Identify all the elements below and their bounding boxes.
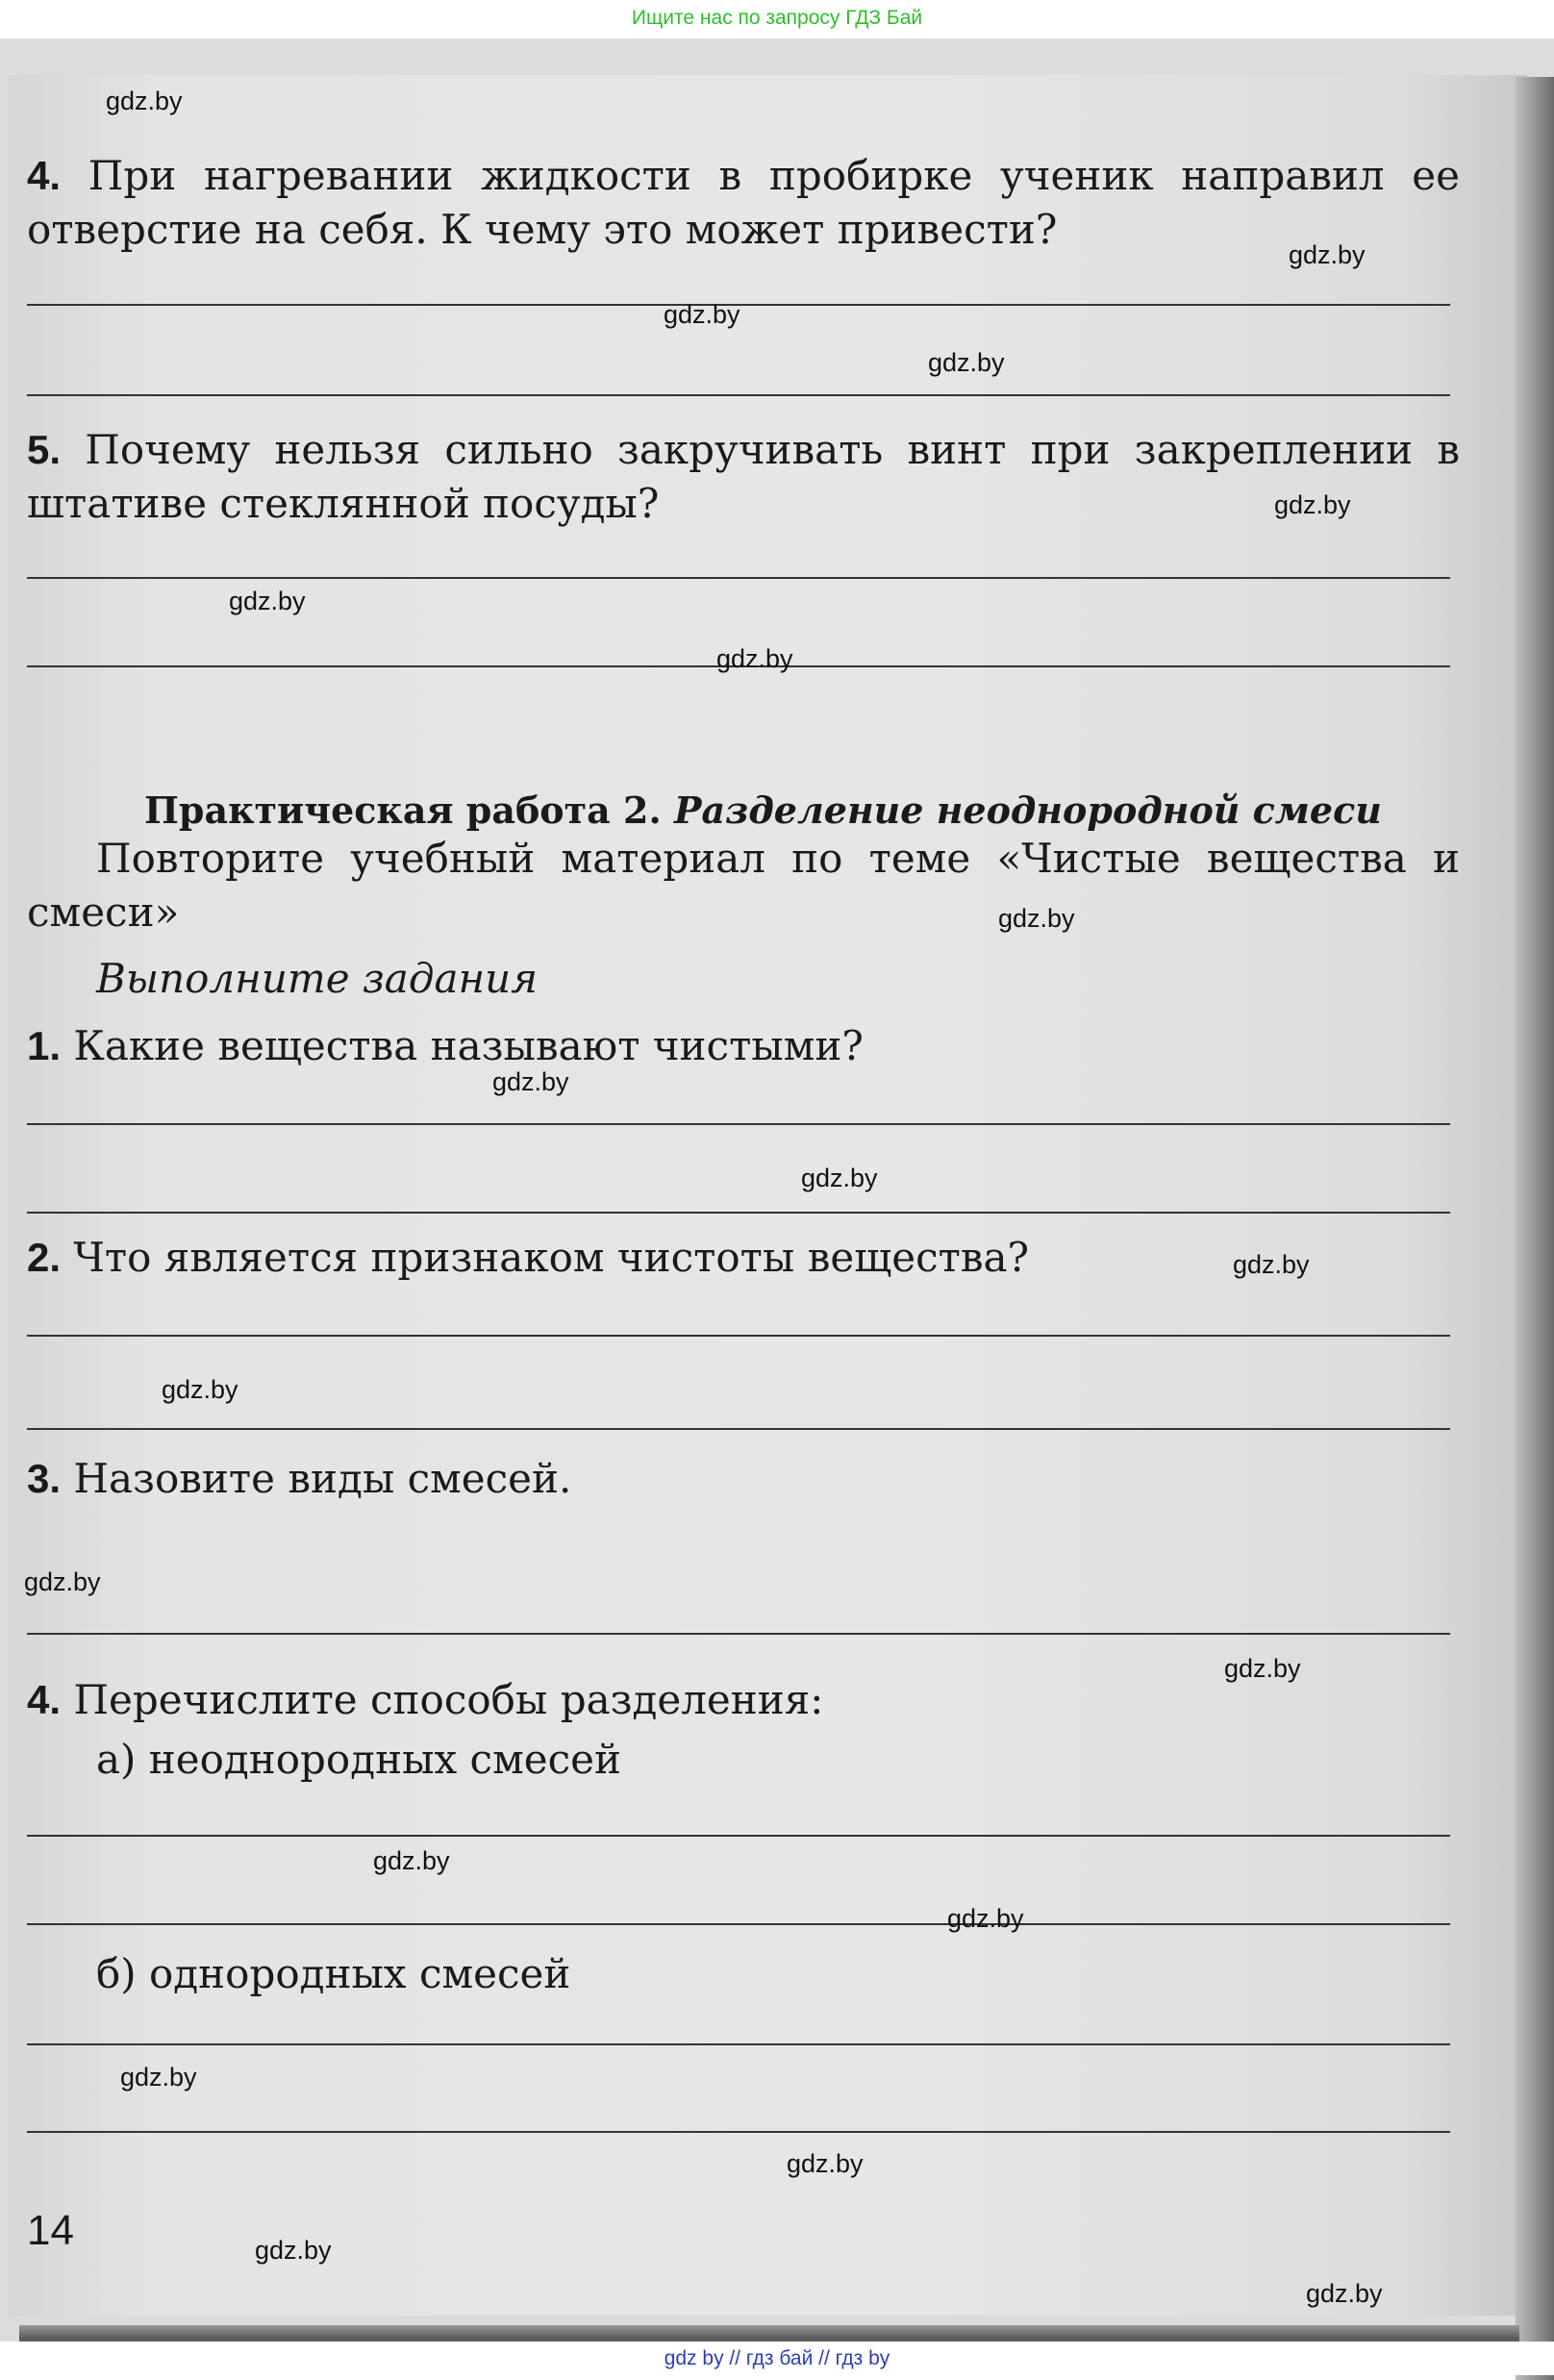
answer-line[interactable] bbox=[27, 1335, 1450, 1337]
watermark: gdz.by bbox=[106, 87, 183, 115]
answer-line[interactable] bbox=[27, 1212, 1450, 1214]
task-number: 1. bbox=[27, 1023, 62, 1068]
answer-line[interactable] bbox=[27, 1123, 1450, 1125]
heading-italic: Разделение неоднородной смеси bbox=[673, 789, 1382, 832]
task-text: Перечислите способы разделения: bbox=[73, 1676, 824, 1723]
watermark: gdz.by bbox=[928, 348, 1005, 377]
question-4 bbox=[27, 149, 1460, 257]
watermark: gdz.by bbox=[787, 2149, 864, 2178]
task-1 bbox=[27, 1019, 1460, 1073]
watermark: gdz.by bbox=[947, 1904, 1024, 1933]
answer-line[interactable] bbox=[27, 1633, 1450, 1635]
page-scan bbox=[0, 38, 1554, 2342]
watermark: gdz.by bbox=[492, 1067, 569, 1096]
question-text: При нагревании жидкости в пробирке ученик направил ее отверстие на себя. К чему это может привести? bbox=[27, 152, 1460, 253]
task-number: 4. bbox=[27, 1677, 62, 1722]
practical-work-heading bbox=[144, 789, 1394, 832]
page-number: 14 bbox=[27, 2207, 74, 2254]
question-text: Почему нельзя сильно закручивать винт при закреплении в штативе стеклянной посуды? bbox=[27, 426, 1460, 527]
watermark: gdz.by bbox=[1274, 490, 1351, 519]
watermark: gdz.by bbox=[373, 1846, 450, 1875]
answer-line[interactable] bbox=[27, 2131, 1450, 2133]
answer-line[interactable] bbox=[27, 394, 1450, 396]
heading-bold: Практическая работа 2. bbox=[144, 789, 662, 832]
paper-edge bbox=[1516, 77, 1554, 2380]
task-3 bbox=[27, 1452, 1460, 1506]
answer-line[interactable] bbox=[27, 1428, 1450, 1430]
answer-line[interactable] bbox=[27, 1923, 1450, 1925]
answer-line[interactable] bbox=[27, 577, 1450, 579]
top-banner[interactable]: Ищите нас по запросу ГДЗ Бай bbox=[631, 7, 923, 29]
task-text: Назовите виды смесей. bbox=[73, 1455, 572, 1502]
task-text: Что является признаком чистоты вещества? bbox=[73, 1234, 1030, 1281]
question-number: 4. bbox=[27, 153, 62, 198]
watermark: gdz.by bbox=[664, 300, 740, 329]
watermark: gdz.by bbox=[716, 644, 793, 673]
question-number: 5. bbox=[27, 427, 62, 472]
footer-links[interactable]: gdz by // гдз бай // гдз by bbox=[0, 2342, 1554, 2375]
question-5 bbox=[27, 423, 1460, 531]
answer-line[interactable] bbox=[27, 2043, 1450, 2045]
subitem-a: а) неоднородных смесей bbox=[96, 1736, 621, 1783]
subitem-b: б) однородных смесей bbox=[96, 1950, 571, 1997]
watermark: gdz.by bbox=[1306, 2279, 1383, 2308]
watermark: gdz.by bbox=[24, 1567, 101, 1596]
watermark: gdz.by bbox=[162, 1375, 238, 1404]
watermark: gdz.by bbox=[1224, 1654, 1301, 1683]
task-number: 2. bbox=[27, 1235, 62, 1280]
task-number: 3. bbox=[27, 1456, 62, 1501]
watermark: gdz.by bbox=[998, 904, 1075, 933]
tasks-title: Выполните задания bbox=[96, 955, 539, 1002]
watermark: gdz.by bbox=[120, 2063, 197, 2092]
watermark: gdz.by bbox=[1289, 240, 1366, 269]
watermark: gdz.by bbox=[1233, 1250, 1310, 1279]
watermark: gdz.by bbox=[801, 1164, 878, 1192]
watermark: gdz.by bbox=[255, 2236, 332, 2265]
answer-line[interactable] bbox=[27, 1835, 1450, 1837]
watermark: gdz.by bbox=[229, 587, 306, 615]
task-text: Какие вещества называют чистыми? bbox=[73, 1022, 864, 1069]
intro-paragraph: Повторите учебный материал по теме «Чистые вещества и смеси» bbox=[27, 835, 1460, 936]
